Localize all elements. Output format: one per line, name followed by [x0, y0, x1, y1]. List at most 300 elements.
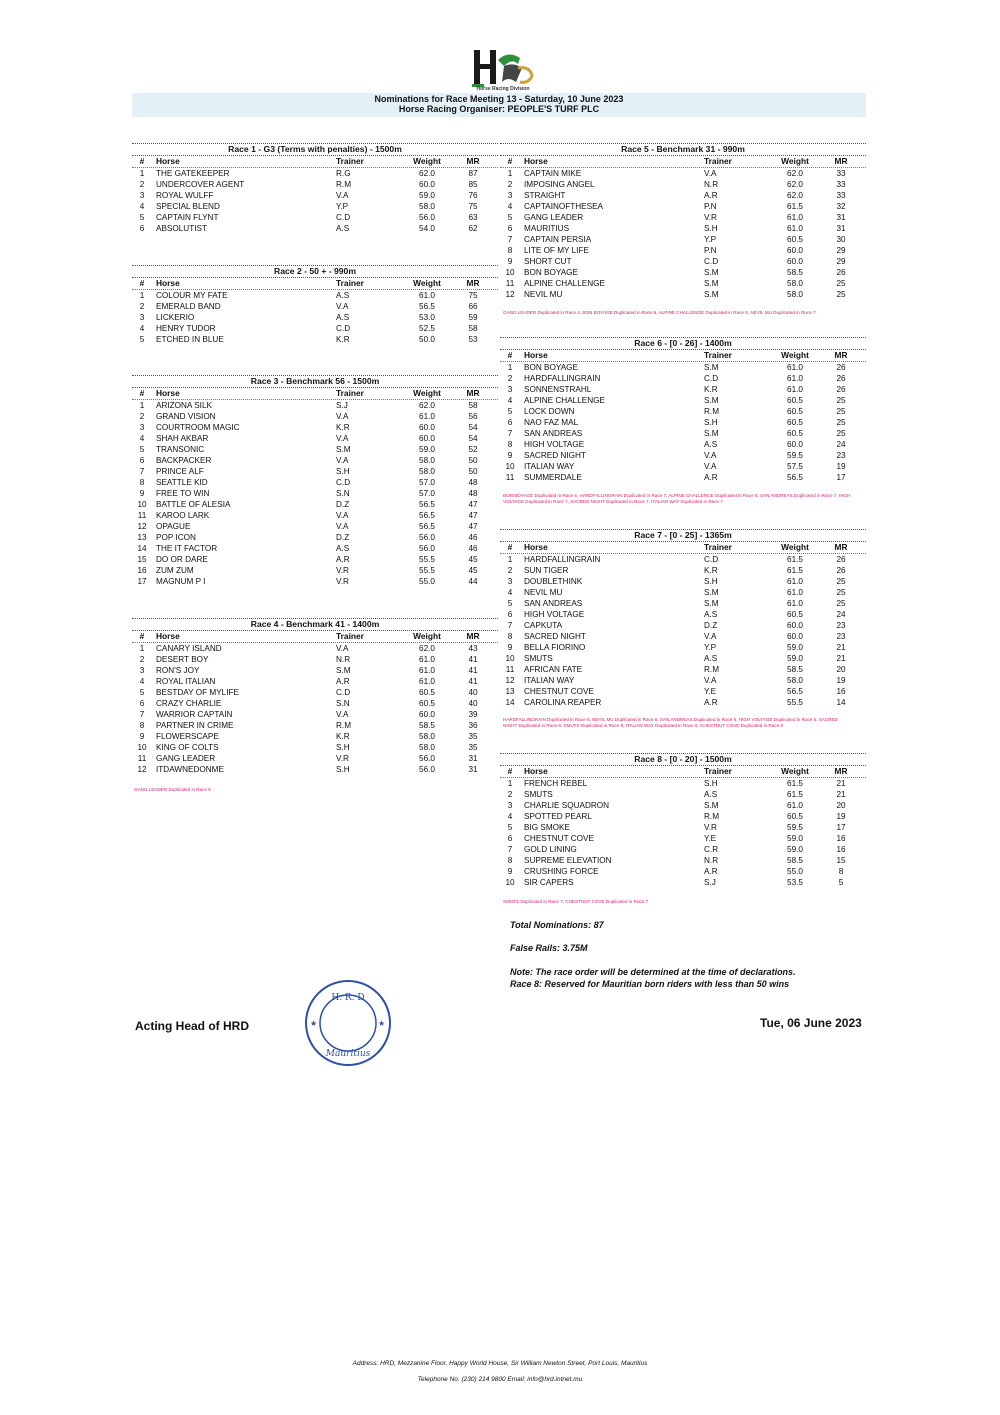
row-number: 5 [507, 407, 513, 416]
row-number: 2 [507, 180, 513, 189]
mr: 25 [836, 599, 846, 608]
race-table-header [500, 156, 866, 168]
mr: 39 [468, 710, 478, 719]
horse-name: IMPOSING ANGEL [524, 180, 595, 189]
row-number: 8 [507, 246, 513, 255]
horse-name: SAN ANDREAS [524, 599, 583, 608]
mr: 45 [468, 555, 478, 564]
hrd-logo [468, 46, 538, 90]
weight: 57.5 [787, 462, 803, 471]
mr: 85 [468, 180, 478, 189]
mr: 31 [468, 765, 478, 774]
table-row [500, 609, 866, 620]
race-table-header [500, 350, 866, 362]
table-row [132, 323, 498, 334]
mr: 52 [468, 445, 478, 454]
hrd-stamp [298, 978, 398, 1068]
trainer: C.D [336, 688, 351, 697]
row-number: 7 [507, 235, 513, 244]
row-number: 3 [139, 191, 145, 200]
horse-name: LOCK DOWN [524, 407, 575, 416]
table-row [500, 855, 866, 866]
table-row [500, 675, 866, 686]
table-row [132, 290, 498, 301]
trainer: Y.P [336, 202, 349, 211]
table-row [500, 212, 866, 223]
horse-name: BELLA FIORINO [524, 643, 586, 652]
weight: 60.5 [787, 812, 803, 821]
horse-name: THE GATEKEEPER [156, 169, 230, 178]
row-number: 17 [137, 577, 147, 586]
trainer: C.D [704, 374, 719, 383]
table-row [132, 676, 498, 687]
weight: 61.0 [787, 385, 803, 394]
table-row [132, 521, 498, 532]
horse-name: HARDFALLINGRAIN [524, 555, 601, 564]
mr: 26 [836, 566, 846, 575]
horse-name: ITALIAN WAY [524, 676, 575, 685]
header-trainer: Trainer [336, 631, 364, 641]
weight: 59.0 [787, 845, 803, 854]
weight: 61.0 [787, 374, 803, 383]
row-number: 2 [507, 566, 513, 575]
row-number: 1 [139, 401, 145, 410]
row-number: 6 [507, 610, 513, 619]
horse-name: CAPKUTA [524, 621, 563, 630]
stamp-bottom-text: Mauritius [325, 1049, 371, 1059]
weight: 59.0 [787, 654, 803, 663]
horse-name: FREE TO WIN [156, 489, 210, 498]
mr: 46 [468, 544, 478, 553]
trainer: S.J [336, 401, 348, 410]
header-horse: Horse [524, 542, 548, 552]
row-number: 5 [139, 213, 145, 222]
horse-name: CHESTNUT COVE [524, 687, 594, 696]
header-num: # [507, 156, 513, 166]
trainer: S.H [704, 779, 718, 788]
row-number: 4 [139, 677, 145, 686]
trainer: S.M [704, 290, 719, 299]
table-row [132, 742, 498, 753]
race-7-table [500, 529, 866, 708]
table-row [500, 778, 866, 789]
weight: 58.0 [787, 279, 803, 288]
trainer: S.M [704, 268, 719, 277]
mr: 26 [836, 385, 846, 394]
table-row [500, 395, 866, 406]
weight: 60.0 [787, 632, 803, 641]
mr: 54 [468, 434, 478, 443]
table-row [500, 373, 866, 384]
horse-name: GANG LEADER [156, 754, 216, 763]
row-number: 9 [507, 451, 513, 460]
row-number: 10 [505, 462, 515, 471]
horse-name: POP ICON [156, 533, 196, 542]
trainer: D.Z [704, 621, 718, 630]
mr: 19 [836, 676, 846, 685]
horse-name: AFRICAN FATE [524, 665, 583, 674]
weight: 61.5 [787, 566, 803, 575]
mr: 41 [468, 677, 478, 686]
header-weight: Weight [781, 350, 809, 360]
row-number: 5 [139, 445, 145, 454]
header-trainer: Trainer [704, 542, 732, 552]
mr: 76 [468, 191, 478, 200]
horse-name: FLOWERSCAPE [156, 732, 219, 741]
weight: 60.5 [419, 699, 435, 708]
header-mr: MR [466, 156, 480, 166]
row-number: 2 [139, 302, 145, 311]
mr: 40 [468, 699, 478, 708]
header-trainer: Trainer [336, 388, 364, 398]
table-row [132, 665, 498, 676]
mr: 17 [836, 823, 846, 832]
mr: 35 [468, 732, 478, 741]
mr: 31 [836, 213, 846, 222]
row-number: 1 [507, 555, 513, 564]
trainer: A.S [704, 790, 718, 799]
weight: 60.0 [419, 423, 435, 432]
horse-name: STRAIGHT [524, 191, 566, 200]
horse-name: HENRY TUDOR [156, 324, 216, 333]
weight: 61.0 [787, 224, 803, 233]
table-row [132, 455, 498, 466]
row-number: 4 [139, 202, 145, 211]
race-title: Race 6 - [0 - 26] - 1400m [500, 337, 866, 350]
weight: 58.0 [419, 467, 435, 476]
table-row [500, 417, 866, 428]
table-row [500, 664, 866, 675]
row-number: 1 [507, 169, 513, 178]
weight: 56.0 [419, 213, 435, 222]
mr: 54 [468, 423, 478, 432]
weight: 58.0 [787, 290, 803, 299]
horse-name: EMERALD BAND [156, 302, 221, 311]
mr: 25 [836, 396, 846, 405]
weight: 55.5 [787, 698, 803, 707]
weight: 55.5 [419, 555, 435, 564]
weight: 53.5 [787, 878, 803, 887]
trainer: R.M [704, 665, 720, 674]
race-title: Race 4 - Benchmark 41 - 1400m [132, 618, 498, 631]
row-number: 3 [507, 385, 513, 394]
stamp-top-text: H. R. D [331, 993, 365, 1003]
trainer: V.A [336, 710, 349, 719]
header-mr: MR [466, 388, 480, 398]
table-row [500, 450, 866, 461]
trainer: D.Z [336, 500, 350, 509]
weight: 60.0 [787, 440, 803, 449]
header-trainer: Trainer [704, 350, 732, 360]
trainer: Y.E [704, 687, 717, 696]
mr: 26 [836, 374, 846, 383]
race-8-note: Race 8: Reserved for Mauritian born riders with less than 50 wins [510, 979, 790, 989]
table-row [132, 499, 498, 510]
weight: 58.0 [419, 202, 435, 211]
row-number: 1 [139, 169, 145, 178]
table-row [500, 822, 866, 833]
table-row [500, 565, 866, 576]
horse-name: KING OF COLTS [156, 743, 219, 752]
horse-name: CAPTAIN MIKE [524, 169, 582, 178]
row-number: 11 [505, 279, 515, 288]
table-row [500, 554, 866, 565]
mr: 33 [836, 191, 846, 200]
row-number: 2 [139, 412, 145, 421]
trainer: A.R [336, 555, 350, 564]
trainer: C.D [704, 257, 719, 266]
race-5-table [500, 143, 866, 300]
horse-name: SMUTS [524, 790, 553, 799]
trainer: Y.P [704, 643, 717, 652]
trainer: V.A [336, 511, 349, 520]
weight: 59.0 [419, 191, 435, 200]
mr: 25 [836, 577, 846, 586]
horse-name: SPOTTED PEARL [524, 812, 592, 821]
mr: 35 [468, 743, 478, 752]
weight: 60.5 [787, 429, 803, 438]
mr: 23 [836, 451, 846, 460]
weight: 58.0 [419, 743, 435, 752]
table-row [500, 686, 866, 697]
weight: 59.5 [787, 823, 803, 832]
table-row [132, 433, 498, 444]
trainer: P.N [704, 246, 717, 255]
weight: 56.5 [419, 500, 435, 509]
mr: 66 [468, 302, 478, 311]
weight: 61.5 [787, 555, 803, 564]
table-row [132, 411, 498, 422]
weight: 58.5 [787, 665, 803, 674]
weight: 50.0 [419, 335, 435, 344]
weight: 55.0 [787, 867, 803, 876]
table-row [132, 312, 498, 323]
table-row [500, 461, 866, 472]
race-2-table [132, 265, 498, 345]
horse-name: SIR CAPERS [524, 878, 574, 887]
table-row [132, 532, 498, 543]
row-number: 9 [139, 732, 145, 741]
trainer: A.S [704, 440, 718, 449]
false-rails: False Rails: 3.75M [510, 943, 588, 953]
mr: 59 [468, 313, 478, 322]
horse-name: SUMMERDALE [524, 473, 582, 482]
horse-name: SUN TIGER [524, 566, 569, 575]
weight: 62.0 [419, 401, 435, 410]
row-number: 14 [505, 698, 515, 707]
header-mr: MR [834, 542, 848, 552]
mr: 62 [468, 224, 478, 233]
mr: 16 [836, 687, 846, 696]
row-number: 9 [507, 867, 513, 876]
weight: 56.5 [787, 473, 803, 482]
horse-name: MAGNUM P I [156, 577, 206, 586]
table-row [132, 301, 498, 312]
row-number: 11 [505, 665, 515, 674]
trainer: Y.E [704, 834, 717, 843]
weight: 56.5 [419, 511, 435, 520]
horse-name: GOLD LINING [524, 845, 577, 854]
race-1-table [132, 143, 498, 234]
horse-name: CAROLINA REAPER [524, 698, 602, 707]
horse-name: BIG SMOKE [524, 823, 570, 832]
weight: 61.0 [419, 291, 435, 300]
horse-name: ARIZONA SILK [156, 401, 212, 410]
trainer: K.R [336, 732, 350, 741]
mr: 19 [836, 462, 846, 471]
mr: 31 [468, 754, 478, 763]
row-number: 3 [139, 423, 145, 432]
row-number: 11 [137, 754, 147, 763]
mr: 48 [468, 489, 478, 498]
trainer: A.S [336, 544, 350, 553]
mr: 29 [836, 257, 846, 266]
mr: 31 [836, 224, 846, 233]
horse-name: HIGH VOLTAGE [524, 440, 585, 449]
weight: 61.0 [419, 677, 435, 686]
table-row [500, 697, 866, 708]
table-row [500, 406, 866, 417]
trainer: N.R [704, 180, 719, 189]
table-row [500, 190, 866, 201]
row-number: 3 [507, 577, 513, 586]
horse-name: FRENCH REBEL [524, 779, 588, 788]
weight: 61.0 [787, 577, 803, 586]
row-number: 8 [507, 632, 513, 641]
row-number: 9 [507, 643, 513, 652]
weight: 62.0 [419, 644, 435, 653]
row-number: 8 [507, 856, 513, 865]
horse-name: UNDERCOVER AGENT [156, 180, 245, 189]
table-row [500, 289, 866, 300]
trainer: C.D [704, 555, 719, 564]
weight: 62.0 [787, 169, 803, 178]
row-number: 3 [507, 801, 513, 810]
document-title: Nominations for Race Meeting 13 - Saturday, 10 June 2023 [374, 94, 624, 104]
row-number: 5 [507, 823, 513, 832]
row-number: 12 [137, 765, 147, 774]
horse-name: ITDAWNEDONME [156, 765, 224, 774]
weight: 56.0 [419, 544, 435, 553]
horse-name: ALPINE CHALLENGE [524, 396, 605, 405]
row-number: 10 [505, 654, 515, 663]
row-number: 7 [139, 710, 145, 719]
row-number: 15 [137, 555, 147, 564]
race-title: Race 2 - 50 + - 990m [132, 265, 498, 278]
header-num: # [139, 631, 145, 641]
header-num: # [507, 766, 513, 776]
row-number: 7 [507, 845, 513, 854]
weight: 61.5 [787, 202, 803, 211]
weight: 58.5 [787, 268, 803, 277]
mr: 25 [836, 429, 846, 438]
row-number: 12 [505, 290, 515, 299]
horse-name: SUPREME ELEVATION [524, 856, 612, 865]
mr: 47 [468, 500, 478, 509]
horse-name: HIGH VOLTAGE [524, 610, 585, 619]
row-number: 1 [507, 779, 513, 788]
weight: 62.0 [787, 191, 803, 200]
row-number: 7 [507, 621, 513, 630]
table-row [500, 844, 866, 855]
mr: 47 [468, 511, 478, 520]
weight: 59.5 [787, 451, 803, 460]
header-mr: MR [466, 278, 480, 288]
row-number: 4 [507, 588, 513, 597]
row-number: 5 [139, 688, 145, 697]
row-number: 3 [507, 191, 513, 200]
trainer: R.M [704, 407, 720, 416]
horse-name: SACRED NIGHT [524, 451, 586, 460]
horse-name: CANARY ISLAND [156, 644, 222, 653]
race-table-header [132, 631, 498, 643]
mr: 32 [836, 202, 846, 211]
horse-name: SPECIAL BLEND [156, 202, 220, 211]
footer-contact: Telephone No. (230) 214 9800 Email: info@hrd.intnet.mu [417, 1376, 583, 1383]
table-row [132, 444, 498, 455]
table-row [500, 576, 866, 587]
table-row [500, 800, 866, 811]
table-row [500, 598, 866, 609]
horse-name: NEVIL MU [524, 290, 563, 299]
trainer: S.J [704, 878, 716, 887]
header-weight: Weight [413, 388, 441, 398]
table-row [500, 179, 866, 190]
table-row [500, 653, 866, 664]
table-row [132, 179, 498, 190]
table-row [500, 278, 866, 289]
horse-name: KAROO LARK [156, 511, 210, 520]
row-number: 13 [505, 687, 515, 696]
mr: 33 [836, 180, 846, 189]
table-row [132, 466, 498, 477]
trainer: S.N [336, 489, 350, 498]
row-number: 9 [507, 257, 513, 266]
trainer: V.A [704, 676, 717, 685]
race-6-duplicates: BON BOYAGE Duplicated in Race 5, HARDFALLINGRAIN Duplicated in Race 7, ALPINE CHALLENGE Duplicated in Race 5, SAN ANDREAS Duplicated in Race 7, HIGH VOLTAGE Duplicated in Race 7, SACRED NIGHT Duplicated in Race 7, ITALIAN WAY Duplicated in Race 7 [503, 493, 851, 504]
weight: 58.0 [419, 732, 435, 741]
organiser-line: Horse Racing Organiser: PEOPLE'S TURF PLC [398, 104, 600, 114]
trainer: S.H [704, 418, 718, 427]
row-number: 11 [137, 511, 147, 520]
mr: 56 [468, 412, 478, 421]
horse-name: DOUBLETHINK [524, 577, 583, 586]
trainer: V.A [336, 456, 349, 465]
header-weight: Weight [413, 631, 441, 641]
horse-name: GANG LEADER [524, 213, 584, 222]
header-horse: Horse [156, 278, 180, 288]
trainer: A.R [336, 677, 350, 686]
header-num: # [139, 156, 145, 166]
trainer: A.S [336, 224, 350, 233]
horse-name: ALPINE CHALLENGE [524, 279, 605, 288]
weight: 59.0 [787, 834, 803, 843]
horse-name: BON BOYAGE [524, 363, 578, 372]
total-nominations: Total Nominations: 87 [510, 920, 604, 930]
table-row [500, 642, 866, 653]
horse-name: SEATTLE KID [156, 478, 208, 487]
mr: 26 [836, 363, 846, 372]
table-row [132, 543, 498, 554]
table-row [500, 223, 866, 234]
horse-name: CHARLIE SQUADRON [524, 801, 610, 810]
weight: 60.0 [787, 257, 803, 266]
mr: 29 [836, 246, 846, 255]
trainer: A.S [704, 610, 718, 619]
table-row [132, 223, 498, 234]
horse-name: CAPTAIN PERSIA [524, 235, 592, 244]
trainer: S.H [336, 467, 350, 476]
